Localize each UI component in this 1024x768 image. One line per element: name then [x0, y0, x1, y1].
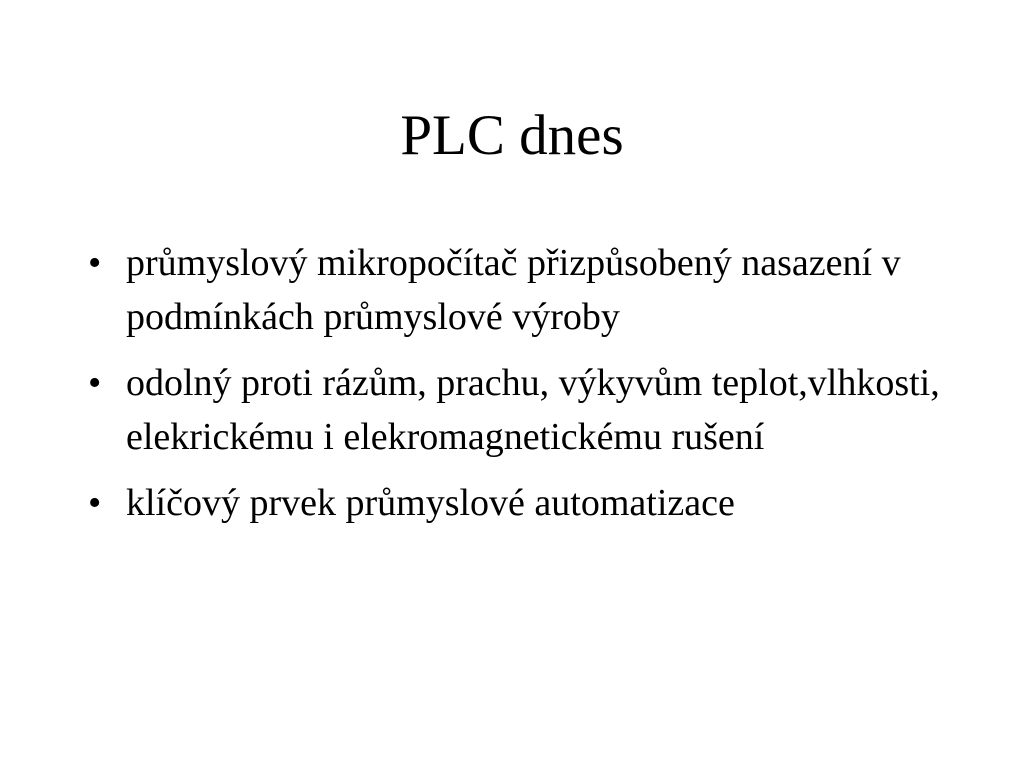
bullet-item: [88, 476, 948, 530]
bullet-icon: •: [88, 482, 102, 524]
bullet-icon: •: [88, 242, 102, 284]
bullet-list: [88, 236, 948, 530]
bullet-text: klíčový prvek průmyslové automatizace: [126, 482, 735, 524]
slide-title: PLC dnes: [400, 104, 624, 167]
bullet-item: [88, 356, 948, 464]
bullet-text: průmyslový mikropočítač přizpůsobený nasazení v podmínkách průmyslové výroby: [126, 242, 901, 338]
bullet-item: [88, 236, 948, 344]
bullet-text: odolný proti rázům, prachu, výkyvům teplot,vlhkosti, elekrickému i elekromagnetickému rušení: [126, 362, 940, 458]
bullet-icon: •: [88, 362, 102, 404]
